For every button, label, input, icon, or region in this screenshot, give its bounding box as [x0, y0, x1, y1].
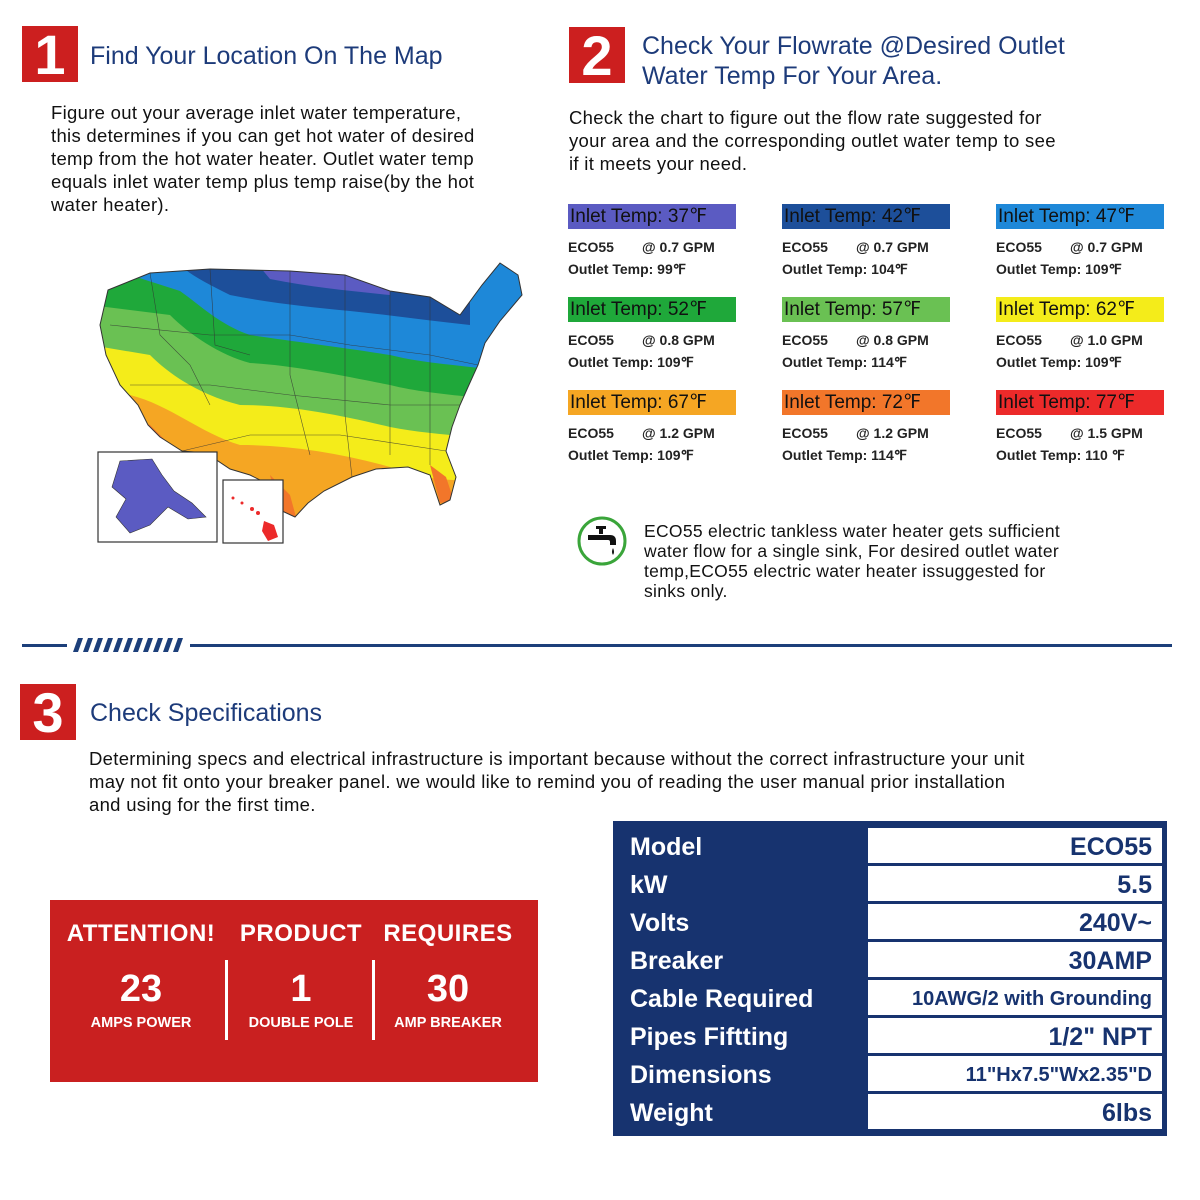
- step-2-title: [642, 31, 1065, 91]
- flow-tile: [568, 204, 736, 278]
- text-line: Figure out your average inlet water temperature,: [51, 102, 462, 123]
- us-inlet-temperature-map: [90, 255, 530, 550]
- inlet-temp-label: Inlet Temp: 47℉: [996, 204, 1164, 229]
- specifications-table: [613, 821, 1167, 1136]
- gpm-value: @ 0.7 GPM: [1070, 239, 1143, 255]
- attention-heading: PRODUCT: [239, 920, 363, 947]
- gpm-value: @ 1.5 GPM: [1070, 425, 1143, 441]
- gpm-value: @ 1.2 GPM: [642, 425, 715, 441]
- step-3-description: [89, 747, 1025, 816]
- flow-rate-row: [782, 332, 950, 348]
- inlet-temp-label: Inlet Temp: 72℉: [782, 390, 950, 415]
- text-line: if it meets your need.: [569, 153, 748, 174]
- flow-rate-row: [782, 239, 950, 255]
- inlet-temp-label: Inlet Temp: 37℉: [568, 204, 736, 229]
- attention-value: 30: [426, 968, 470, 1010]
- inlet-temp-label: Inlet Temp: 57℉: [782, 297, 950, 322]
- spec-value: 11"Hx7.5"Wx2.35"D: [868, 1056, 1162, 1091]
- spec-label: Breaker: [618, 942, 865, 977]
- outlet-temp-label: Outlet Temp: 114℉: [782, 354, 908, 370]
- inlet-temp-label: Inlet Temp: 67℉: [568, 390, 736, 415]
- spec-row: [613, 1017, 1167, 1055]
- outlet-temp-label: Outlet Temp: 110 ℉: [996, 447, 1125, 463]
- inlet-temp-label: Inlet Temp: 42℉: [782, 204, 950, 229]
- inlet-temp-label: Inlet Temp: 62℉: [996, 297, 1164, 322]
- model-label: ECO55: [568, 239, 614, 255]
- model-label: ECO55: [568, 332, 614, 348]
- outlet-temp-label: Outlet Temp: 109℉: [996, 354, 1122, 370]
- outlet-temp-label: Outlet Temp: 99℉: [568, 261, 687, 277]
- step-1-description: [51, 101, 475, 216]
- spec-row: [613, 1055, 1167, 1093]
- outlet-temp-label: Outlet Temp: 109℉: [568, 354, 694, 370]
- gpm-value: @ 1.0 GPM: [1070, 332, 1143, 348]
- flow-tile: [568, 390, 736, 464]
- text-line: ECO55 electric tankless water heater gets sufficient: [644, 521, 1061, 541]
- model-label: ECO55: [568, 425, 614, 441]
- section-divider: [22, 644, 67, 647]
- text-line: your area and the corresponding outlet water temp to see: [569, 130, 1056, 151]
- spec-row: [613, 827, 1167, 865]
- spec-row: [613, 865, 1167, 903]
- attention-caption: AMPS POWER: [90, 1015, 192, 1031]
- flow-rate-row: [568, 332, 736, 348]
- spec-value: 6lbs: [868, 1094, 1162, 1129]
- flow-tile: [782, 204, 950, 278]
- model-label: ECO55: [996, 239, 1042, 255]
- spec-label: Model: [618, 828, 865, 863]
- text-line: Check the chart to figure out the flow rate suggested for: [569, 107, 1042, 128]
- model-label: ECO55: [782, 332, 828, 348]
- attention-value: 23: [119, 968, 163, 1010]
- spec-row: [613, 941, 1167, 979]
- text-line: and using for the first time.: [89, 794, 316, 815]
- text-line: sinks only.: [644, 581, 728, 601]
- spec-value: 5.5: [868, 866, 1162, 901]
- spec-value: 240V~: [868, 904, 1162, 939]
- step-2-description: [569, 106, 1056, 175]
- spec-row: [613, 903, 1167, 941]
- outlet-temp-label: Outlet Temp: 104℉: [782, 261, 908, 277]
- spec-value: 10AWG/2 with Grounding: [868, 980, 1162, 1015]
- text-line: this determines if you can get hot water of desired: [51, 125, 475, 146]
- attention-column: [63, 900, 219, 1031]
- section-divider: [190, 644, 1172, 647]
- flow-tile: [568, 297, 736, 371]
- text-line: Determining specs and electrical infrastructure is important because without the correct infrastructure your unit: [89, 748, 1025, 769]
- gpm-value: @ 0.8 GPM: [642, 332, 715, 348]
- flow-tile: [782, 390, 950, 464]
- attention-caption: DOUBLE POLE: [248, 1015, 354, 1031]
- gpm-value: @ 0.7 GPM: [856, 239, 929, 255]
- flow-rate-row: [996, 239, 1164, 255]
- text-line: temp from the hot water heater. Outlet water temp: [51, 148, 474, 169]
- inlet-temp-label: Inlet Temp: 52℉: [568, 297, 736, 322]
- step-1-badge: 1: [22, 26, 78, 82]
- spec-label: kW: [618, 866, 865, 901]
- title-line: Check Your Flowrate @Desired Outlet: [642, 32, 1065, 60]
- model-label: ECO55: [782, 239, 828, 255]
- spec-value: 1/2" NPT: [868, 1018, 1162, 1053]
- flow-tile: [996, 204, 1164, 278]
- text-line: equals inlet water temp plus temp raise(by the hot: [51, 171, 475, 192]
- attention-heading: ATTENTION!: [66, 920, 216, 947]
- spec-label: Pipes Fiftting: [618, 1018, 865, 1053]
- flow-rate-row: [996, 332, 1164, 348]
- gpm-value: @ 1.2 GPM: [856, 425, 929, 441]
- flow-tile: [782, 297, 950, 371]
- spec-value: 30AMP: [868, 942, 1162, 977]
- title-line: Water Temp For Your Area.: [642, 62, 943, 90]
- faucet-icon: [576, 515, 628, 567]
- text-line: temp,ECO55 electric water heater issuggested for: [644, 561, 1046, 581]
- text-line: water heater).: [51, 194, 170, 215]
- spec-row: [613, 979, 1167, 1017]
- text-line: may not fit onto your breaker panel. we would like to remind you of reading the user manual prior installation: [89, 771, 1006, 792]
- spec-row: [613, 1093, 1167, 1131]
- flow-tile: [996, 390, 1164, 464]
- model-label: ECO55: [996, 332, 1042, 348]
- attention-panel: [50, 900, 538, 1082]
- step-2-badge: 2: [569, 27, 625, 83]
- flow-rate-row: [782, 425, 950, 441]
- step-3-badge: 3: [20, 684, 76, 740]
- eco55-note: [644, 521, 1060, 601]
- inlet-temp-label: Inlet Temp: 77℉: [996, 390, 1164, 415]
- gpm-value: @ 0.7 GPM: [642, 239, 715, 255]
- model-label: ECO55: [782, 425, 828, 441]
- attention-caption: AMP BREAKER: [394, 1015, 502, 1031]
- spec-label: Weight: [618, 1094, 865, 1129]
- attention-column: [223, 900, 379, 1031]
- gpm-value: @ 0.8 GPM: [856, 332, 929, 348]
- flow-rate-row: [568, 425, 736, 441]
- step-1-title: Find Your Location On The Map: [90, 42, 443, 70]
- model-label: ECO55: [996, 425, 1042, 441]
- text-line: water flow for a single sink, For desired outlet water: [644, 541, 1059, 561]
- outlet-temp-label: Outlet Temp: 114℉: [782, 447, 908, 463]
- step-3-title: Check Specifications: [90, 699, 323, 727]
- divider-stripes: [67, 638, 192, 652]
- spec-value: ECO55: [868, 828, 1162, 863]
- spec-label: Cable Required: [618, 980, 865, 1015]
- flow-rate-row: [568, 239, 736, 255]
- attention-column: [370, 900, 526, 1031]
- attention-value: 1: [290, 968, 312, 1010]
- outlet-temp-label: Outlet Temp: 109℉: [568, 447, 694, 463]
- attention-heading: REQUIRES: [383, 920, 513, 947]
- spec-label: Volts: [618, 904, 865, 939]
- flow-rate-row: [996, 425, 1164, 441]
- spec-label: Dimensions: [618, 1056, 865, 1091]
- flow-tile: [996, 297, 1164, 371]
- outlet-temp-label: Outlet Temp: 109℉: [996, 261, 1122, 277]
